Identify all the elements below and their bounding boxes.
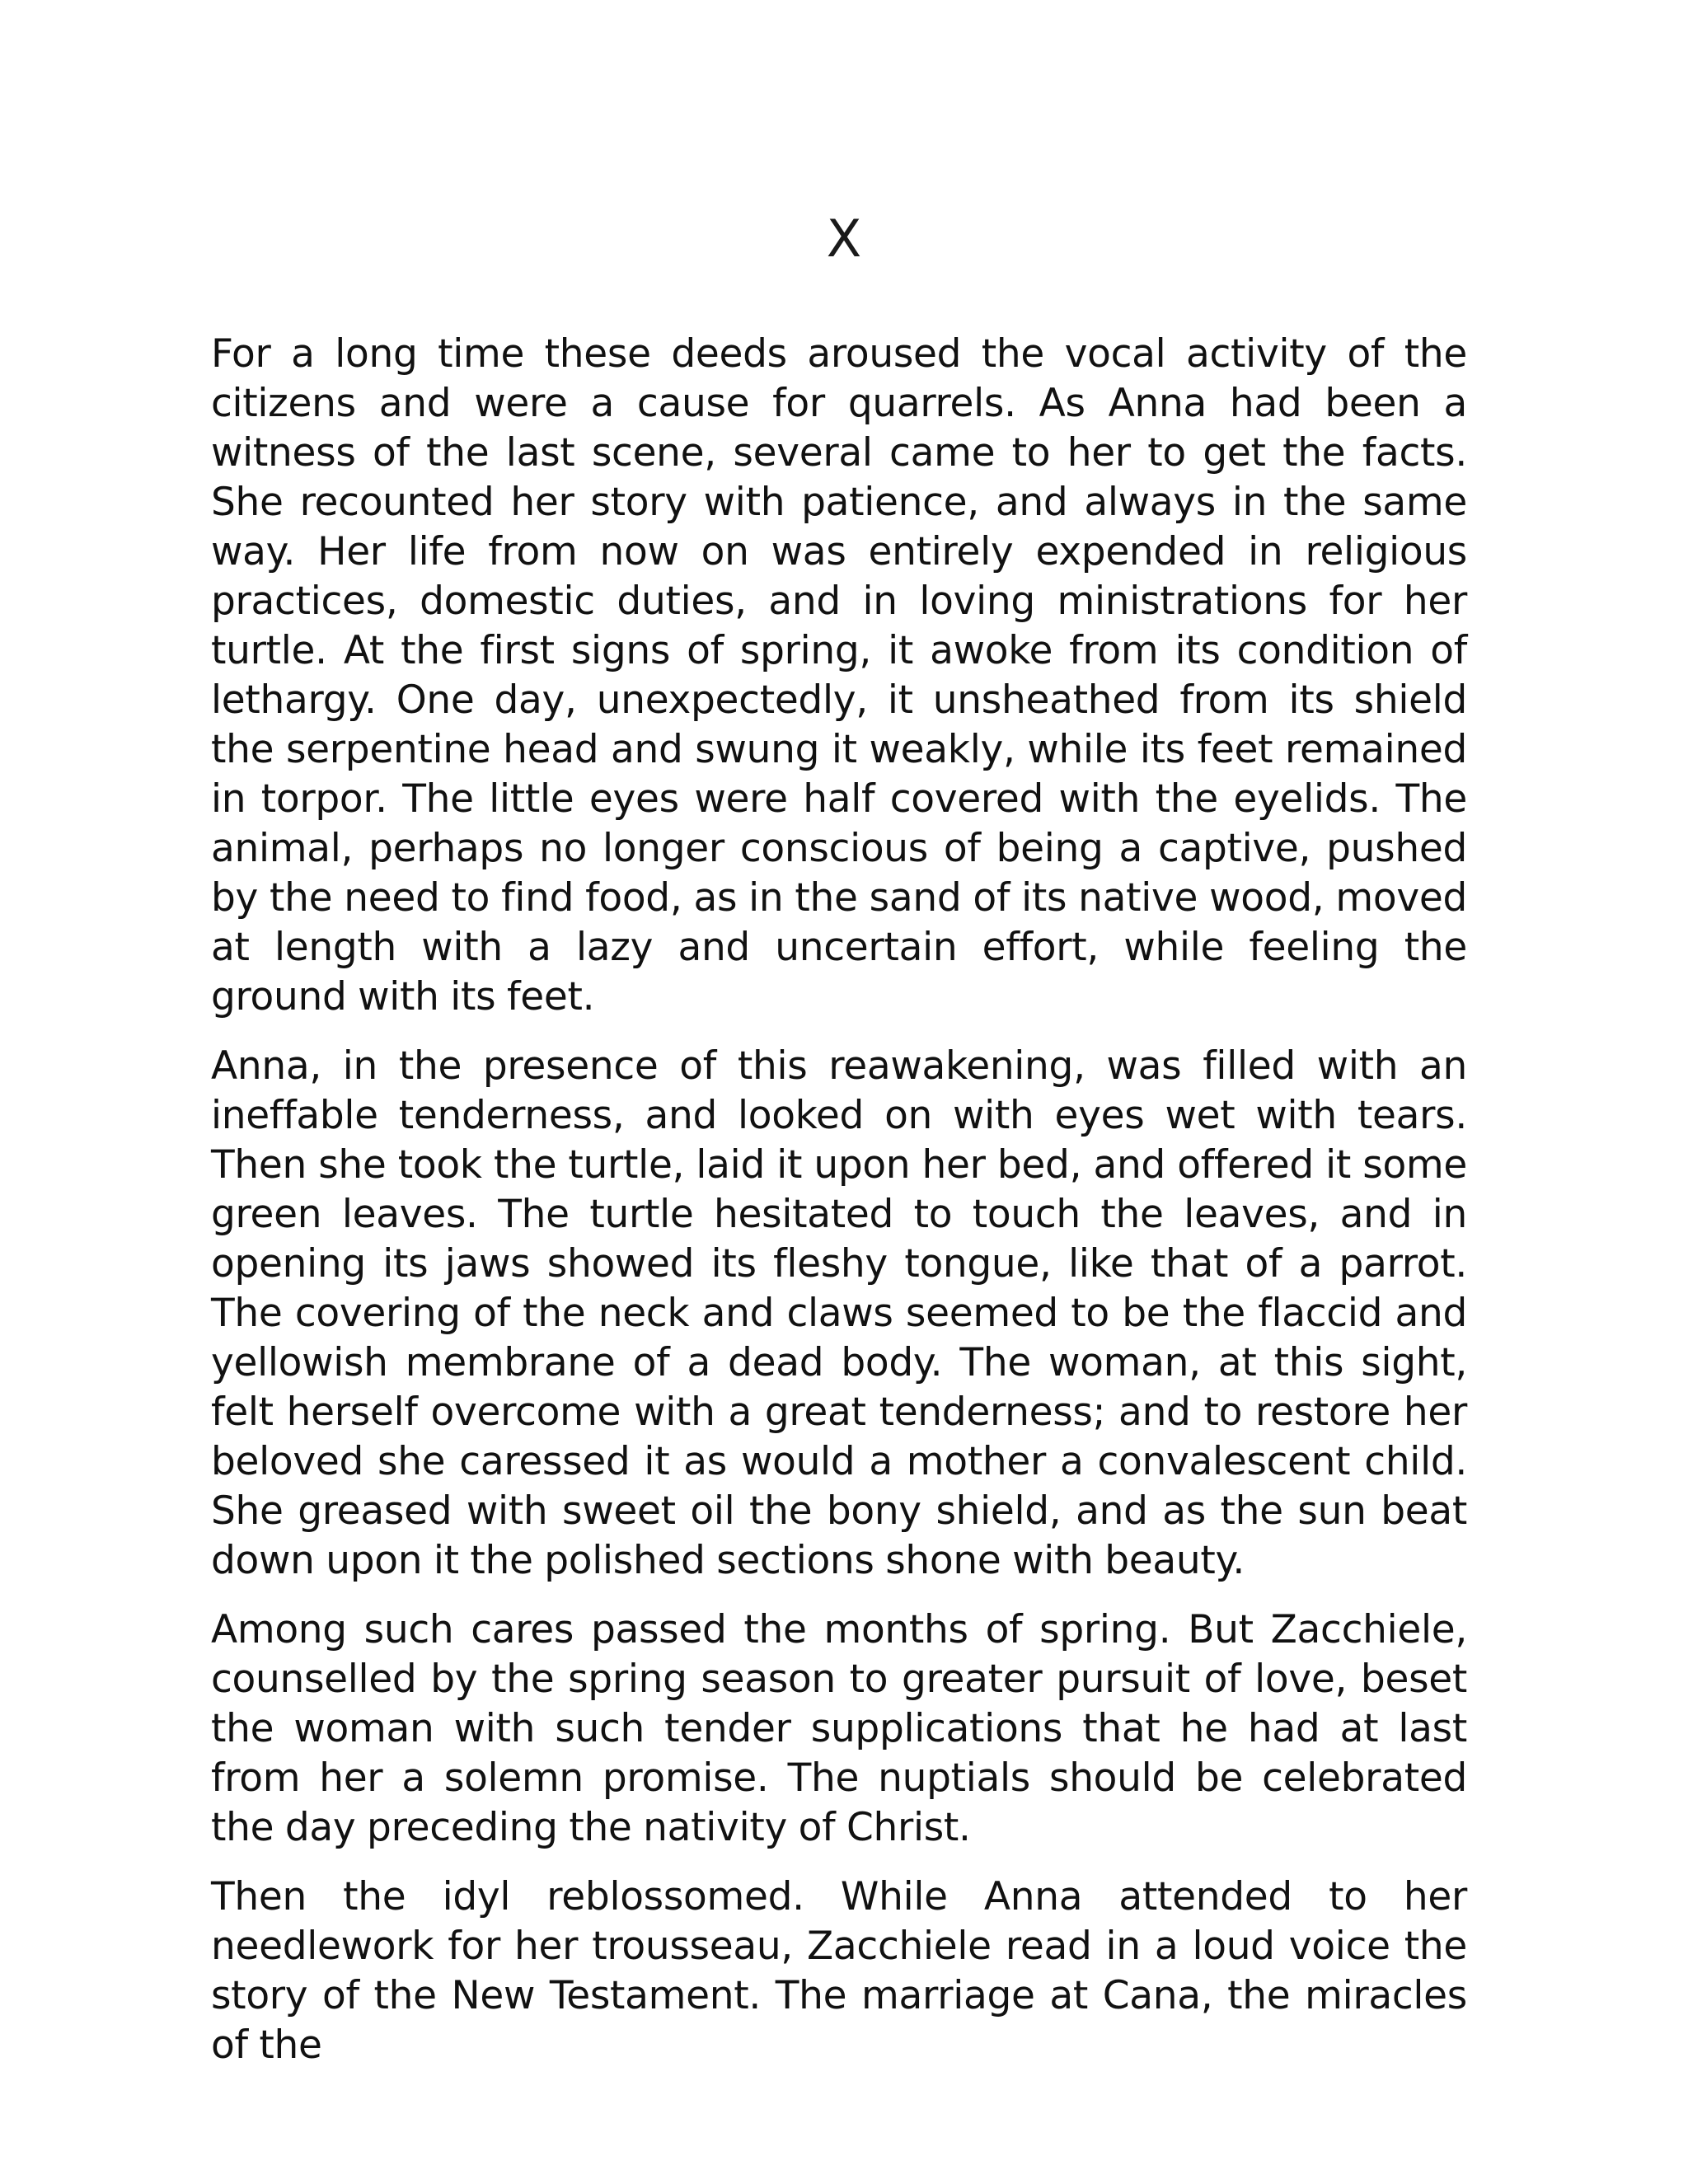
paragraph: Then the idyl reblossomed. While Anna attended to her needlework for her trousseau, Zacchiele read in a loud voice the story of the New Testament. The marriage at Cana, the miracles of the bbox=[211, 1874, 1467, 2068]
paragraph: Anna, in the presence of this reawakening, was filled with an ineffable tenderness, and looked on with eyes wet with tears. Then she took the turtle, laid it upon her bed, and offered it some green leaves. The turtle hesitated to touch the leaves, and in opening its jaws showed its fleshy tongue, like that of a parrot. The covering of the neck and claws seemed to be the flaccid and yellowish membrane of a dead body. The woman, at this sight, felt herself overcome with a great tenderness; and to restore her beloved she caressed it as would a mother a convalescent child. She greased with sweet oil the bony shield, and as the sun beat down upon it the polished sections shone with beauty. bbox=[211, 1043, 1467, 1583]
body-text bbox=[211, 330, 1467, 2090]
chapter-heading: X bbox=[826, 209, 862, 269]
paragraph: Among such cares passed the months of spring. But Zacchiele, counselled by the spring season to greater pursuit of love, beset the woman with such tender supplications that he had at last from her a solemn promise. The nuptials should be celebrated the day preceding the nativity of Christ. bbox=[211, 1607, 1467, 1850]
paragraph: For a long time these deeds aroused the vocal activity of the citizens and were a cause for quarrels. As Anna had been a witness of the last scene, several came to her to get the facts. She recounted her story with patience, and always in the same way. Her life from now on was entirely expended in religious practices, domestic duties, and in loving ministrations for her turtle. At the first signs of spring, it awoke from its condition of lethargy. One day, unexpectedly, it unsheathed from its shield the serpentine head and swung it weakly, while its feet remained in torpor. The little eyes were half covered with the eyelids. The animal, perhaps no longer conscious of being a captive, pushed by the need to find food, as in the sand of its native wood, moved at length with a lazy and uncertain effort, while feeling the ground with its feet. bbox=[211, 331, 1467, 1019]
